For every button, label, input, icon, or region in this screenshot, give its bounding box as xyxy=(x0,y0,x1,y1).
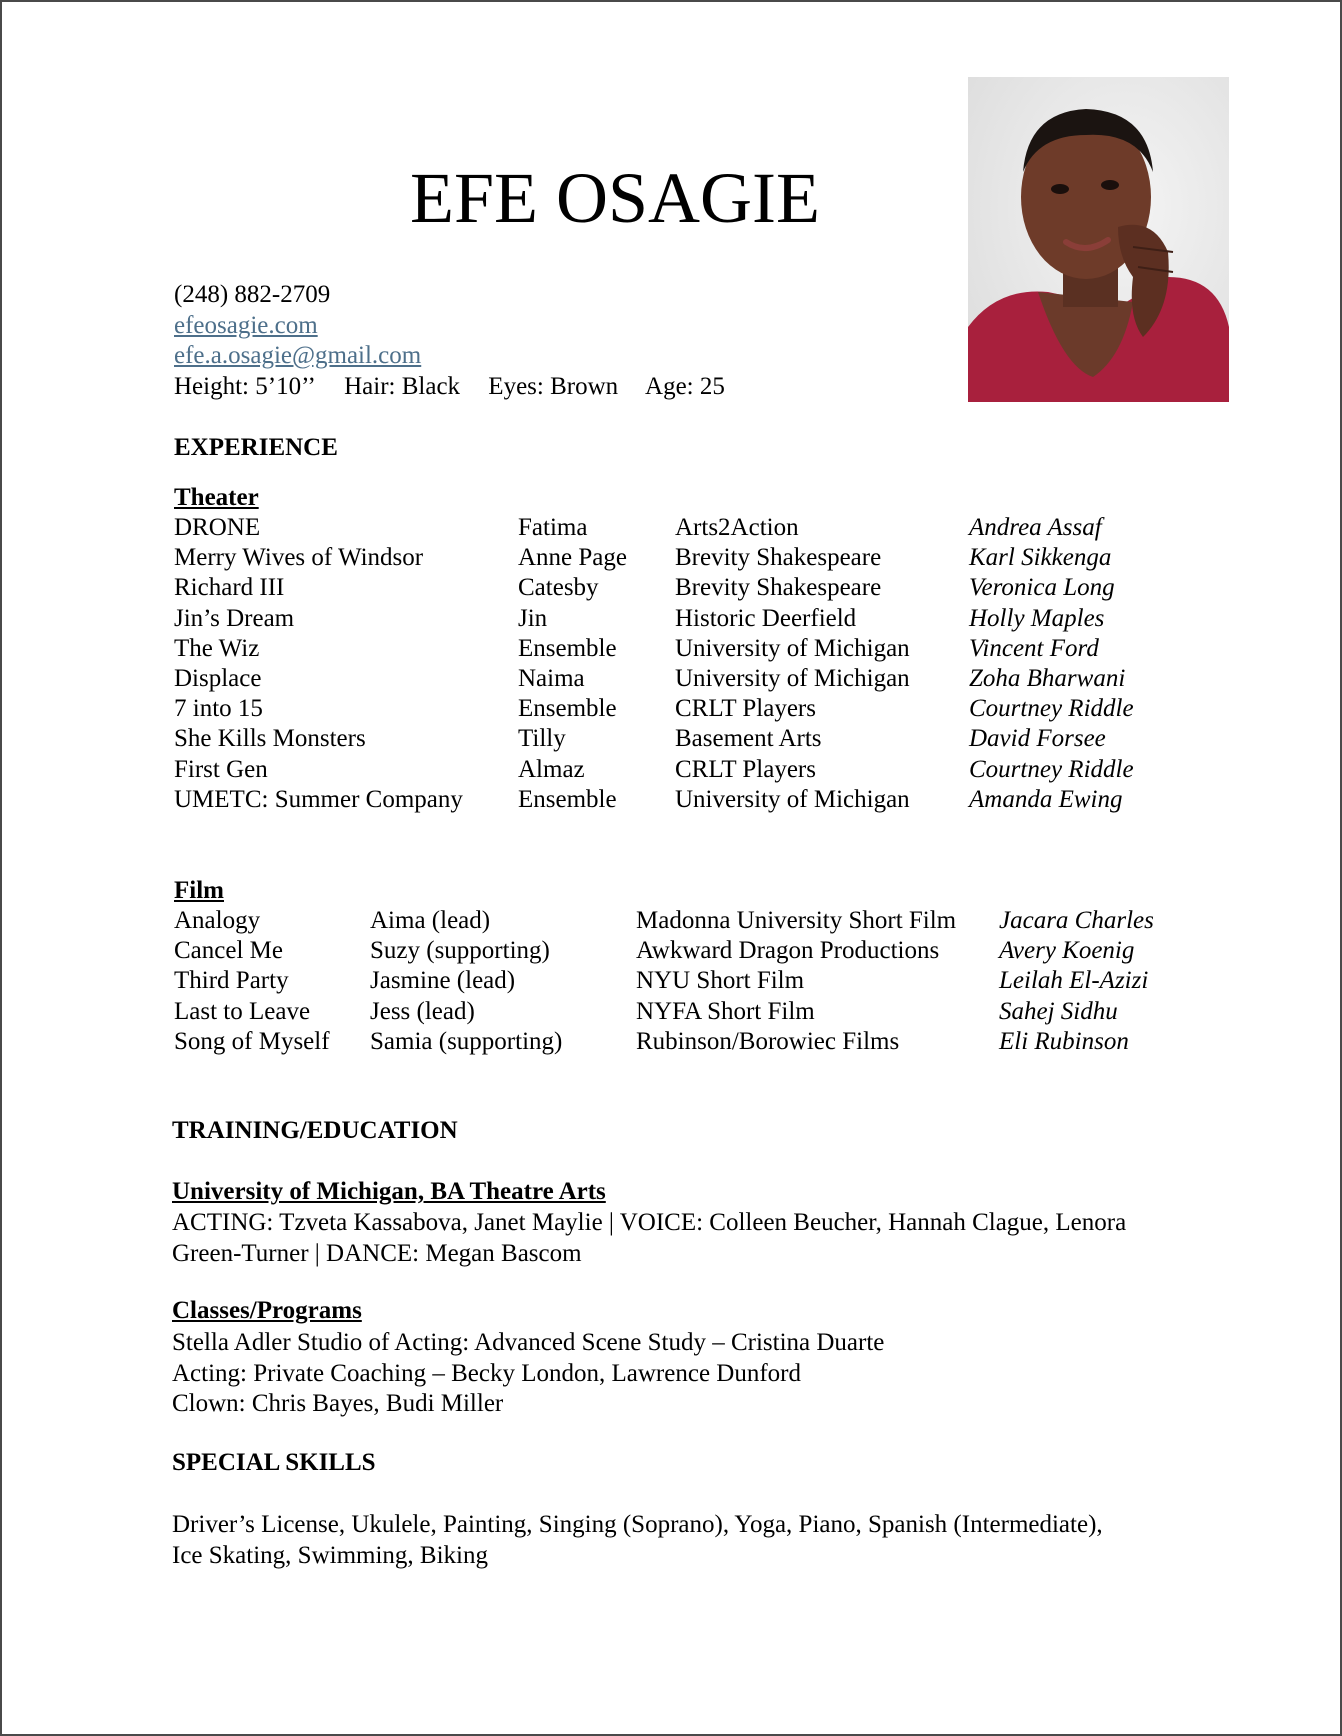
credit-row xyxy=(174,664,1174,694)
height-stat: Height: 5’10’’ xyxy=(174,372,316,400)
credit-title: First Gen xyxy=(174,755,268,783)
credit-role: Almaz xyxy=(518,755,585,783)
credit-company: Madonna University Short Film xyxy=(636,907,957,934)
credit-director: Avery Koenig xyxy=(999,937,1135,965)
credit-director: Zoha Bharwani xyxy=(969,664,1126,692)
credit-title: DRONE xyxy=(174,514,261,541)
university-heading: University of Michigan, BA Theatre Arts xyxy=(172,1178,606,1205)
film-table xyxy=(174,906,1194,1057)
page-title: EFE OSAGIE xyxy=(410,158,820,238)
credit-company: NYU Short Film xyxy=(636,967,805,995)
credit-company: NYFA Short Film xyxy=(636,997,815,1025)
hair-stat: Hair: Black xyxy=(344,372,461,400)
credit-title: Merry Wives of Windsor xyxy=(174,544,424,572)
credit-title: 7 into 15 xyxy=(174,695,263,723)
skills-line: Ice Skating, Swimming, Biking xyxy=(172,1541,488,1569)
credit-title: Displace xyxy=(174,664,262,692)
credit-company: CRLT Players xyxy=(675,695,816,723)
credit-role: Naima xyxy=(518,664,585,692)
website-link[interactable]: efeosagie.com xyxy=(174,311,318,339)
credit-company: Rubinson/Borowiec Films xyxy=(636,1027,900,1055)
eyes-stat: Eyes: Brown xyxy=(488,372,619,400)
credit-director: Courtney Riddle xyxy=(969,755,1134,783)
credit-company: Brevity Shakespeare xyxy=(675,574,882,602)
credit-company: Arts2Action xyxy=(675,514,799,541)
credit-director: Karl Sikkenga xyxy=(969,544,1112,572)
credit-title: Jin’s Dream xyxy=(174,604,295,632)
credit-role: Fatima xyxy=(518,514,588,541)
phone-number: (248) 882-2709 xyxy=(174,281,331,308)
credit-role: Suzy (supporting) xyxy=(370,937,550,965)
university-line: ACTING: Tzveta Kassabova, Janet Maylie | VOICE: Colleen Beucher, Hannah Clague, Lenora xyxy=(172,1209,1127,1236)
credit-role: Catesby xyxy=(518,574,599,602)
credit-director: Holly Maples xyxy=(969,604,1105,632)
credit-company: University of Michigan xyxy=(675,785,910,813)
credit-role: Ensemble xyxy=(518,785,617,813)
experience-heading: EXPERIENCE xyxy=(174,434,338,461)
credit-director: Courtney Riddle xyxy=(969,695,1134,723)
credit-row xyxy=(174,694,1174,724)
credit-title: The Wiz xyxy=(174,634,260,662)
credit-company: University of Michigan xyxy=(675,664,910,692)
credit-title: Song of Myself xyxy=(174,1027,330,1055)
credit-row xyxy=(174,634,1174,664)
university-line: Green-Turner | DANCE: Megan Bascom xyxy=(172,1239,582,1267)
credit-director: Vincent Ford xyxy=(969,634,1099,662)
credit-role: Aima (lead) xyxy=(370,907,491,934)
age-stat: Age: 25 xyxy=(645,372,725,400)
credit-director: David Forsee xyxy=(969,725,1106,753)
credit-row xyxy=(174,1027,1194,1057)
theater-heading: Theater xyxy=(174,484,259,511)
credit-row xyxy=(174,513,1174,543)
credit-company: Awkward Dragon Productions xyxy=(636,937,940,965)
skills-list xyxy=(172,1510,1192,1571)
credit-company: Basement Arts xyxy=(675,725,822,753)
classes-list xyxy=(172,1328,1192,1420)
credit-row xyxy=(174,573,1174,603)
credit-title: Cancel Me xyxy=(174,937,283,965)
classes-heading: Classes/Programs xyxy=(172,1297,362,1324)
credit-title: UMETC: Summer Company xyxy=(174,785,463,813)
credit-director: Andrea Assaf xyxy=(969,514,1102,541)
credit-director: Amanda Ewing xyxy=(969,785,1123,813)
credit-title: She Kills Monsters xyxy=(174,725,366,753)
credit-director: Veronica Long xyxy=(969,574,1115,602)
credit-row xyxy=(174,966,1194,996)
credit-row xyxy=(174,936,1194,966)
film-heading: Film xyxy=(174,877,224,904)
credit-company: Historic Deerfield xyxy=(675,604,857,632)
class-item: Stella Adler Studio of Acting: Advanced Scene Study – Cristina Duarte xyxy=(172,1329,885,1356)
class-item: Acting: Private Coaching – Becky London, Lawrence Dunford xyxy=(172,1359,801,1387)
credit-row xyxy=(174,543,1174,573)
credit-role: Jin xyxy=(518,604,548,632)
university-details xyxy=(172,1208,1192,1269)
credit-row xyxy=(174,755,1174,785)
credit-role: Ensemble xyxy=(518,695,617,723)
physical-stats xyxy=(174,372,747,403)
skills-heading: SPECIAL SKILLS xyxy=(172,1449,376,1476)
credit-role: Jess (lead) xyxy=(370,997,475,1025)
credit-row xyxy=(174,785,1174,815)
credit-row xyxy=(174,604,1174,634)
credit-title: Last to Leave xyxy=(174,997,311,1025)
credit-director: Eli Rubinson xyxy=(999,1027,1129,1055)
class-item: Clown: Chris Bayes, Budi Miller xyxy=(172,1390,504,1417)
credit-role: Jasmine (lead) xyxy=(370,967,516,995)
credit-company: University of Michigan xyxy=(675,634,910,662)
skills-line: Driver’s License, Ukulele, Painting, Singing (Soprano), Yoga, Piano, Spanish (Intermediate), xyxy=(172,1511,1103,1538)
credit-role: Anne Page xyxy=(518,544,627,572)
training-heading: TRAINING/EDUCATION xyxy=(172,1117,458,1144)
credit-title: Analogy xyxy=(174,907,261,934)
credit-role: Ensemble xyxy=(518,634,617,662)
credit-company: Brevity Shakespeare xyxy=(675,544,882,572)
credit-role: Tilly xyxy=(518,725,566,753)
credit-row xyxy=(174,997,1194,1027)
credit-role: Samia (supporting) xyxy=(370,1027,563,1055)
contact-block xyxy=(174,280,747,402)
theater-table xyxy=(174,513,1174,815)
credit-director: Sahej Sidhu xyxy=(999,997,1118,1025)
credit-title: Richard III xyxy=(174,574,285,602)
headshot-photo xyxy=(968,77,1229,402)
credit-row xyxy=(174,724,1174,754)
email-link[interactable]: efe.a.osagie@gmail.com xyxy=(174,342,422,369)
credit-director: Jacara Charles xyxy=(999,907,1154,934)
credit-row xyxy=(174,906,1194,936)
credit-title: Third Party xyxy=(174,967,289,995)
credit-company: CRLT Players xyxy=(675,755,816,783)
credit-director: Leilah El-Azizi xyxy=(999,967,1149,995)
